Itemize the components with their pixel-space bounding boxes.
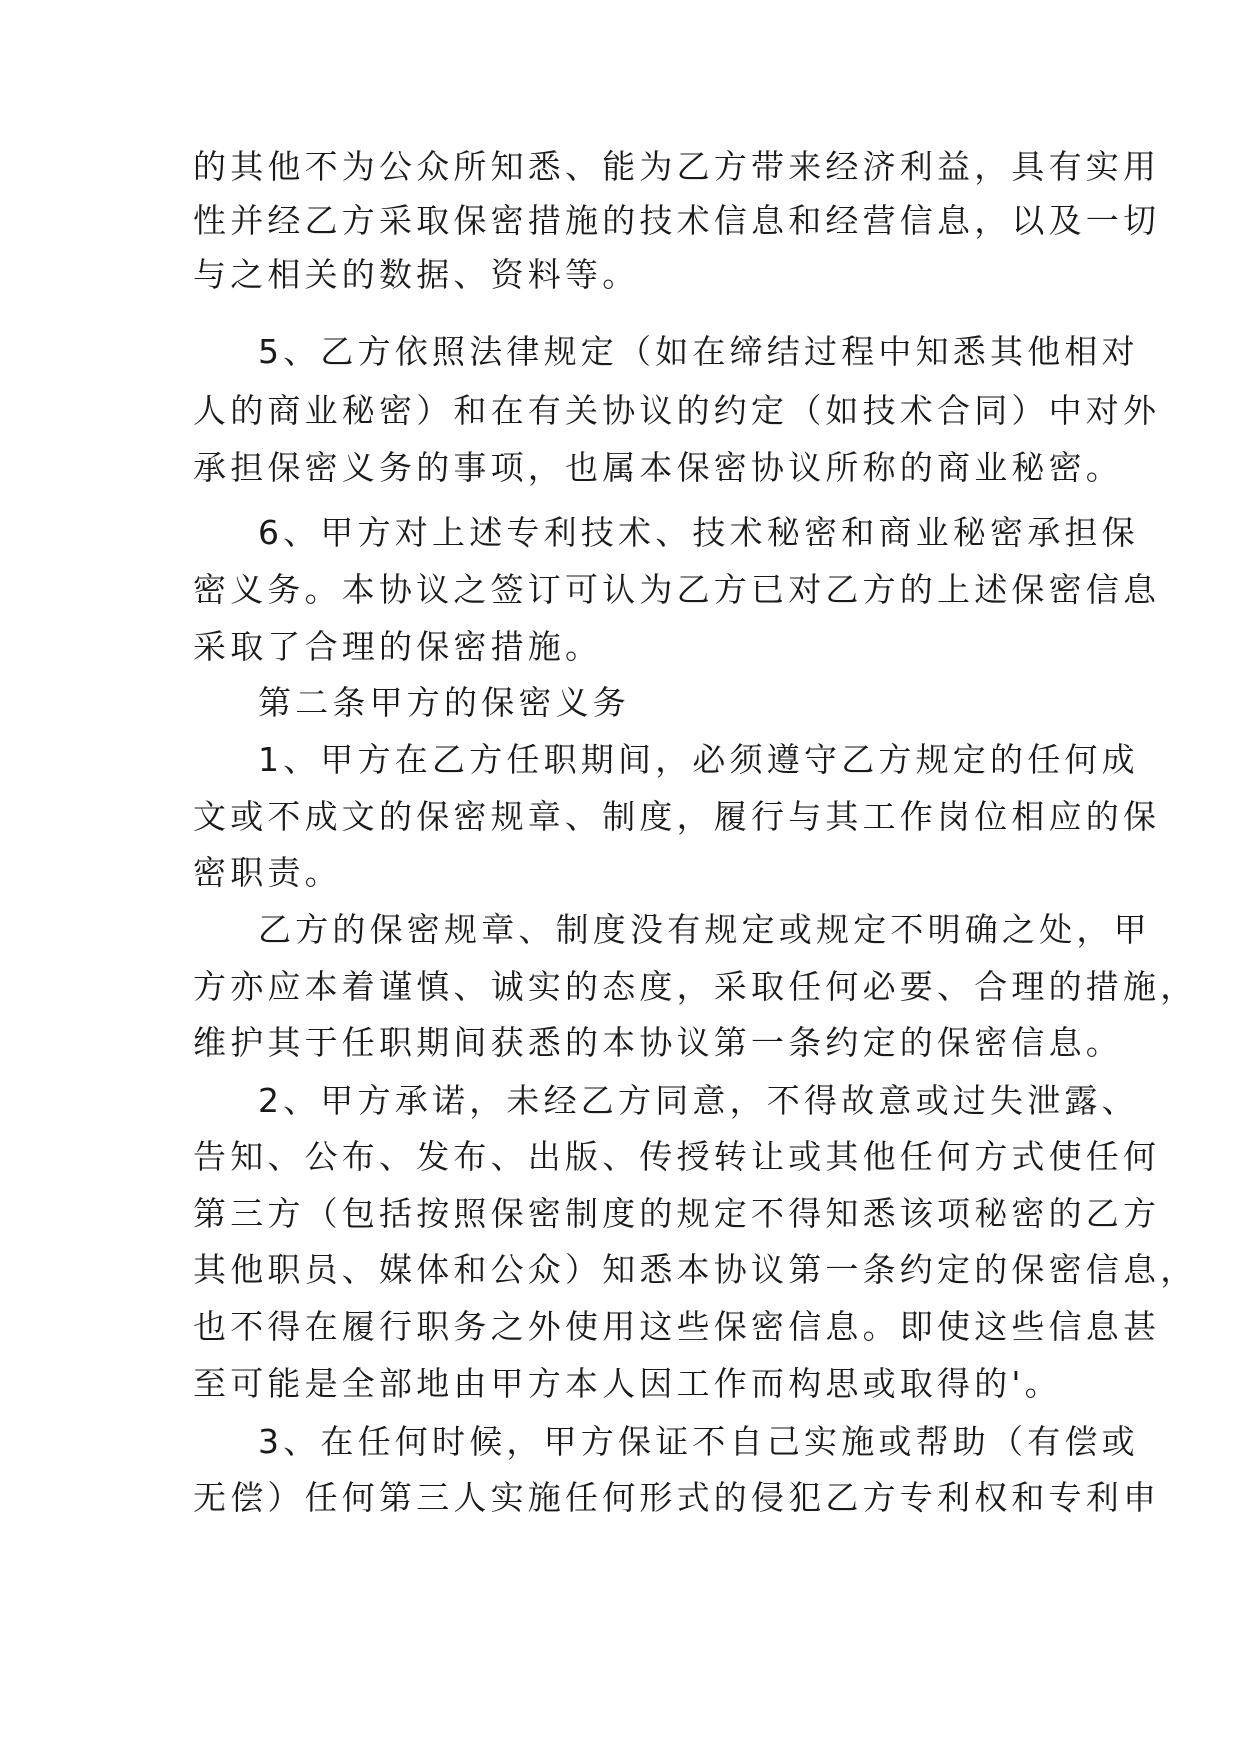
text-line: 人的商业秘密）和在有关协议的约定（如技术合同）中对外 xyxy=(193,391,1161,430)
text-line: 至可能是全部地由甲方本人因工作而构思或取得的'。 xyxy=(193,1364,1062,1403)
text-line: 与之相关的数据、资料等。 xyxy=(193,255,640,294)
paragraph-start-line: 3、在任何时候，甲方保证不自己实施或帮助（有偿或 xyxy=(258,1422,1139,1461)
text-line: 文或不成文的保密规章、制度，履行与其工作岗位相应的保 xyxy=(193,797,1161,836)
paragraph-start-line: 6、甲方对上述专利技术、技术秘密和商业秘密承担保 xyxy=(258,513,1139,552)
text-line: 也不得在履行职务之外使用这些保密信息。即使这些信息甚 xyxy=(193,1307,1161,1346)
text-line: 的其他不为公众所知悉、能为乙方带来经济利益，具有实用 xyxy=(193,147,1161,186)
text-line: 无偿）任何第三人实施任何形式的侵犯乙方专利权和专利申 xyxy=(193,1478,1161,1517)
text-line: 其他职员、媒体和公众）知悉本协议第一条约定的保密信息， xyxy=(193,1250,1198,1289)
paragraph-start-line: 乙方的保密规章、制度没有规定或规定不明确之处，甲 xyxy=(258,910,1151,949)
section-heading: 第二条甲方的保密义务 xyxy=(258,683,630,722)
text-line: 方亦应本着谨慎、诚实的态度，采取任何必要、合理的措施， xyxy=(193,967,1198,1006)
paragraph-start-line: 2、甲方承诺，未经乙方同意，不得故意或过失泄露、 xyxy=(258,1081,1139,1120)
text-line: 密义务。本协议之签订可认为乙方已对乙方的上述保密信息 xyxy=(193,570,1161,609)
text-line: 密职责。 xyxy=(193,853,342,892)
text-line: 性并经乙方采取保密措施的技术信息和经营信息，以及一切 xyxy=(193,201,1161,240)
paragraph-start-line: 5、乙方依照法律规定（如在缔结过程中知悉其他相对 xyxy=(258,332,1139,371)
text-line: 告知、公布、发布、出版、传授转让或其他任何方式使任何 xyxy=(193,1137,1161,1176)
text-line: 维护其于任职期间获悉的本协议第一条约定的保密信息。 xyxy=(193,1023,1123,1062)
paragraph-start-line: 1、甲方在乙方任职期间，必须遵守乙方规定的任何成 xyxy=(258,740,1139,779)
text-line: 承担保密义务的事项，也属本保密协议所称的商业秘密。 xyxy=(193,448,1123,487)
text-line: 采取了合理的保密措施。 xyxy=(193,627,603,666)
text-line: 第三方（包括按照保密制度的规定不得知悉该项秘密的乙方 xyxy=(193,1194,1161,1233)
